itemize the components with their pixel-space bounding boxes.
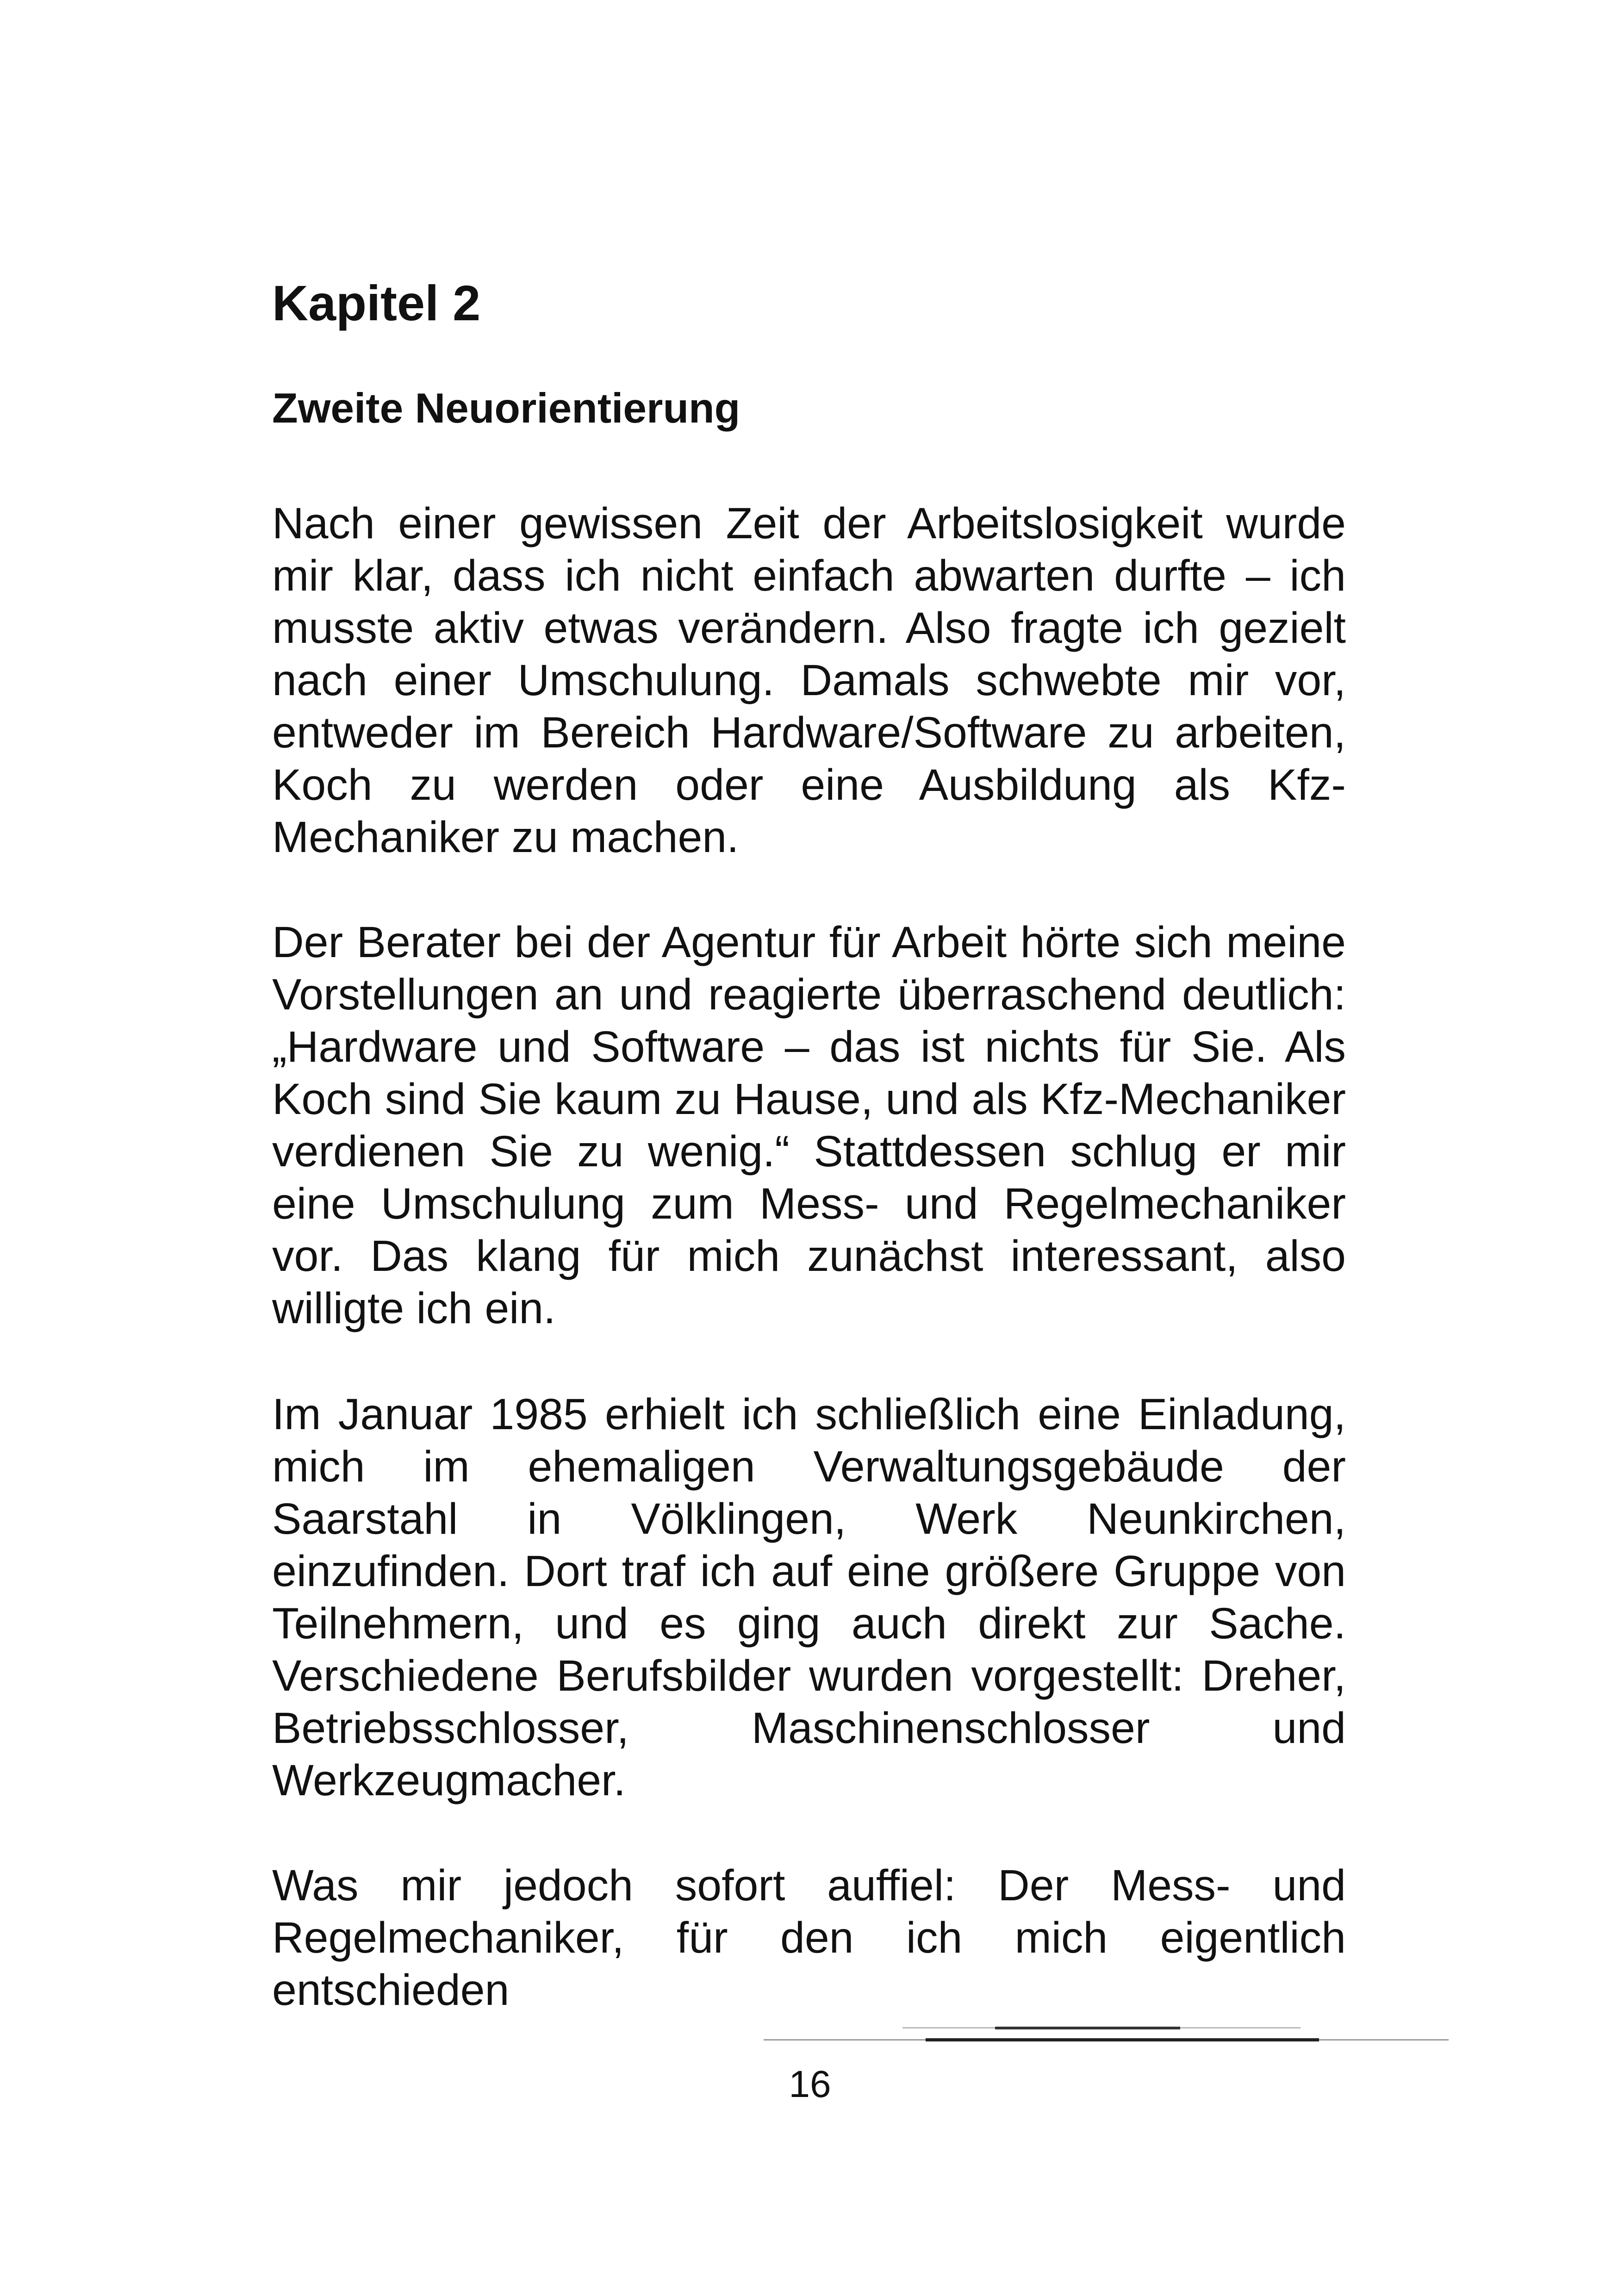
chapter-subtitle: Zweite Neuorientierung — [272, 385, 741, 432]
footer-divider — [995, 2027, 1180, 2029]
footer-divider — [926, 2038, 1319, 2041]
chapter-title: Kapitel 2 — [272, 275, 481, 331]
page-number: 16 — [789, 2063, 831, 2105]
paragraph: Im Januar 1985 erhielt ich schließlich eine Einladung, mich im ehemaligen Verwaltungsgebäude der Saarstahl in Völklingen, Werk Neunkirchen, einzufinden. Dort traf ich auf eine größere Gruppe von Teilnehmern, und es ging auch direkt zur Sache. Verschiedene Berufsbilder wurden vorgestellt: Dreher, Betriebsschlosser, Maschinenschlosser und Werkzeugmacher. — [272, 1390, 1346, 1805]
paragraph: Der Berater bei der Agentur für Arbeit hörte sich meine Vorstellungen an und reagierte überraschend deutlich: „Hardware und Software – das ist nichts für Sie. Als Koch sind Sie kaum zu Hause, und als Kfz-Mechaniker verdienen Sie zu wenig.“ Stattdessen schlug er mir eine Umschulung zum Mess- und Regelmechaniker vor. Das klang für mich zunächst interessant, also willigte ich ein. — [272, 918, 1346, 1333]
paragraph: Nach einer gewissen Zeit der Arbeitslosigkeit wurde mir klar, dass ich nicht einfach abwarten durfte – ich musste aktiv etwas verändern. Also fragte ich gezielt nach einer Umschulung. Damals schwebte mir vor, entweder im Bereich Hardware/Software zu arbeiten, Koch zu werden oder eine Ausbildung als Kfz-Mechaniker zu machen. — [272, 499, 1346, 862]
paragraph: Was mir jedoch sofort auffiel: Der Mess- und Regelmechaniker, für den ich mich eigentlich entschieden — [272, 1861, 1346, 2015]
